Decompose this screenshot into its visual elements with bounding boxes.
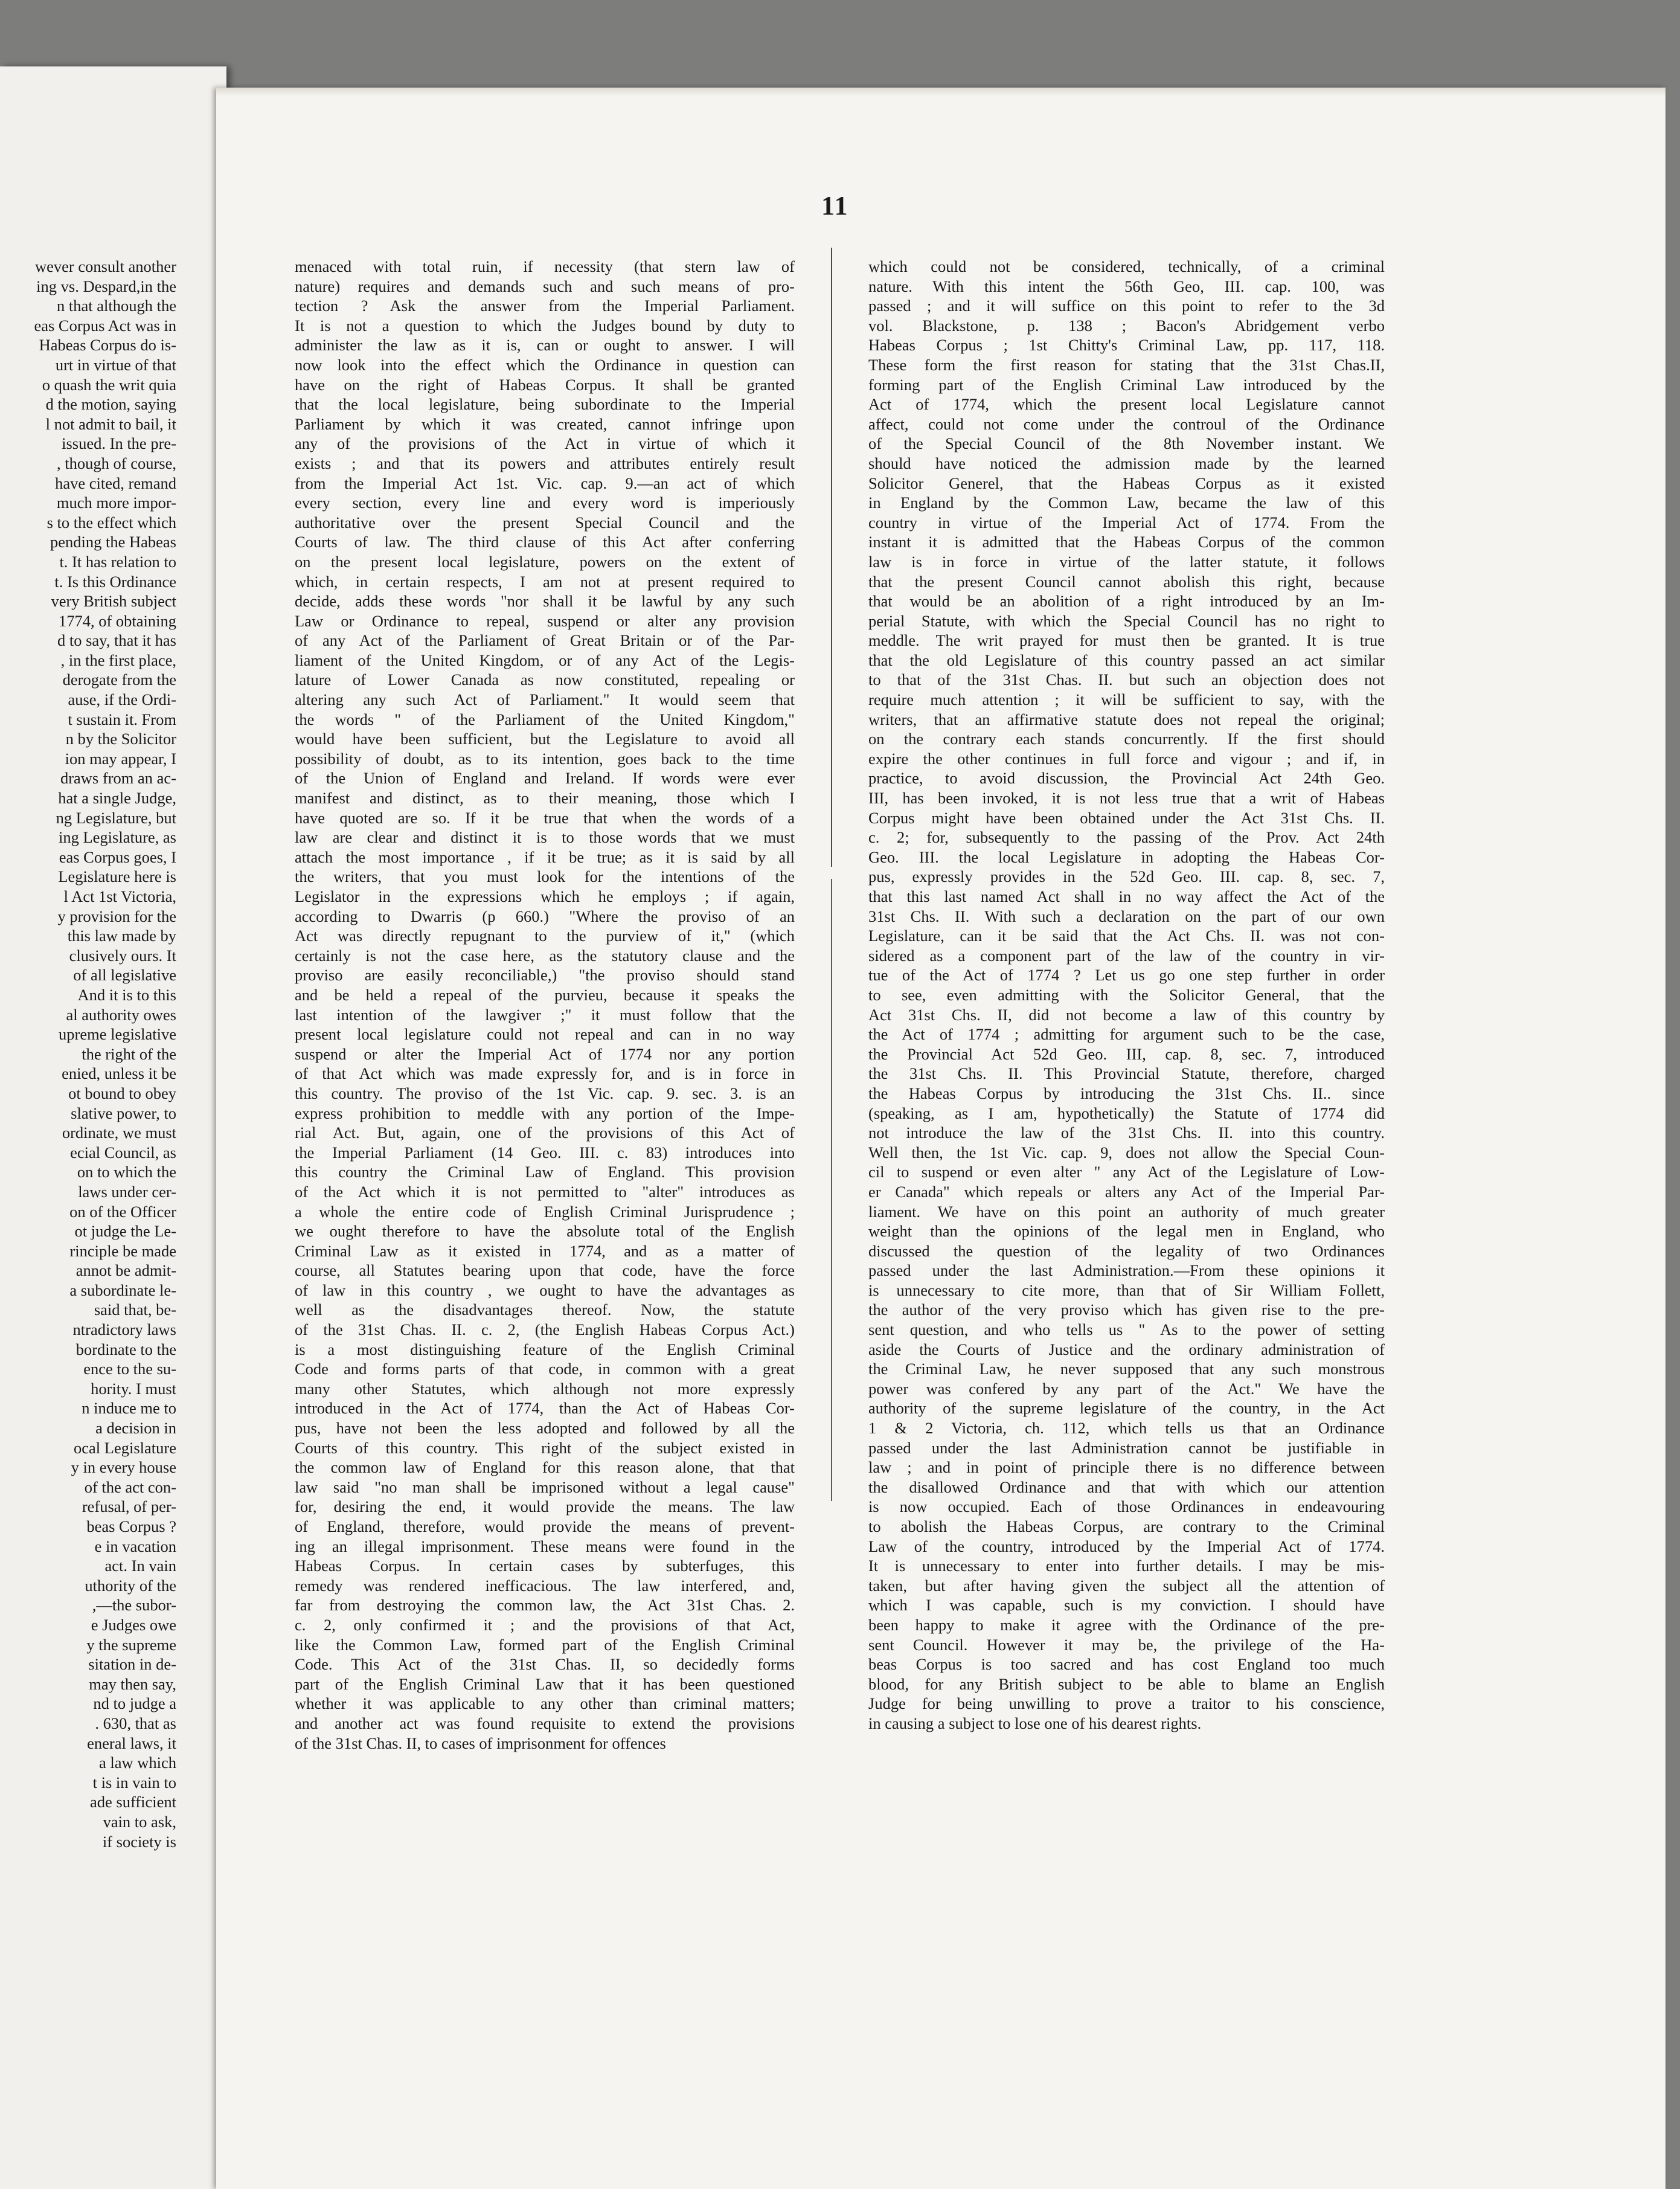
text-line: sent Council. However it may be, the privilege of the Ha- xyxy=(868,1635,1385,1654)
text-line: 31st Chs. II. With such a declaration on the part of our own xyxy=(868,907,1385,925)
text-line: instant it is admitted that the Habeas Corpus of the common xyxy=(868,533,1385,551)
text-line: d the motion, saying xyxy=(45,395,176,414)
text-line: practice, to avoid discussion, the Provincial Act 24th Geo. xyxy=(868,769,1385,788)
text-column-right xyxy=(868,257,1385,1734)
text-line: affect, could not come under the controul of the Ordinance xyxy=(868,414,1385,433)
text-line: y in every house xyxy=(71,1458,176,1477)
text-line: of the act con- xyxy=(84,1477,176,1496)
text-line: according to Dwarris (p 660.) "Where the proviso of an xyxy=(295,907,795,925)
text-line: the Imperial Parliament (14 Geo. III. c. 83) introduces into xyxy=(295,1143,795,1162)
text-line: last intention of the lawgiver ;" it must follow that the xyxy=(295,1005,795,1024)
text-line: altering any such Act of Parliament." It would seem that xyxy=(295,690,795,709)
text-line: d to say, that it has xyxy=(57,631,176,650)
text-line: perial Statute, with which the Special Council has no right to xyxy=(868,611,1385,630)
text-line: far from destroying the common law, the Act 31st Chas. 2. xyxy=(295,1596,795,1615)
text-line: ,—the subor- xyxy=(92,1596,176,1615)
text-line: tection ? Ask the answer from the Imperial Parliament. xyxy=(295,297,795,315)
text-line: in causing a subject to lose one of his dearest rights. xyxy=(868,1714,1202,1732)
text-line: on of the Officer xyxy=(69,1202,176,1221)
text-line: pending the Habeas xyxy=(50,533,176,551)
text-line: may then say, xyxy=(89,1674,176,1693)
text-line: vain to ask, xyxy=(103,1812,176,1831)
text-line: ecial Council, as xyxy=(70,1143,176,1162)
text-line: eas Corpus goes, I xyxy=(59,847,176,866)
text-line: y provision for the xyxy=(57,907,176,925)
text-line: hority. I must xyxy=(91,1379,176,1398)
text-line: in England by the Common Law, became the law of this xyxy=(868,493,1385,512)
text-line: certainly is not the case here, as the statutory clause and the xyxy=(295,946,795,965)
text-line: Code. This Act of the 31st Chas. II, so decidedly forms xyxy=(295,1655,795,1674)
text-line: well as the disadvantages thereof. Now, the statute xyxy=(295,1300,795,1319)
text-line: this country the Criminal Law of England. This provision xyxy=(295,1163,795,1181)
text-line: the common law of England for this reason alone, that that xyxy=(295,1458,795,1477)
text-line: have cited, remand xyxy=(55,474,176,492)
text-line: Act 31st Chs. II, did not become a law of this country by xyxy=(868,1005,1385,1024)
text-line: tue of the Act of 1774 ? Let us go one step further in order xyxy=(868,966,1385,985)
text-line: this country. The proviso of the 1st Vic. cap. 9. sec. 3. is an xyxy=(295,1084,795,1102)
text-line: not introduce the law of the 31st Chs. II. into this country. xyxy=(868,1123,1385,1142)
text-line: ot judge the Le- xyxy=(74,1222,176,1241)
text-line: It is unnecessary to enter into further details. I may be mis- xyxy=(868,1557,1385,1575)
text-line: of law in this country , we ought to have the advantages as xyxy=(295,1281,795,1299)
text-line: pus, expressly provides in the 52d Geo. III. cap. 8, sec. 7, xyxy=(868,867,1385,886)
text-line: s to the effect which xyxy=(46,513,176,532)
text-line: of any Act of the Parliament of Great Britain or of the Par- xyxy=(295,631,795,650)
text-line: sidered as a component part of the law of the country in vir- xyxy=(868,946,1385,965)
text-line: ion may appear, I xyxy=(65,749,176,768)
text-line: manifest and distinct, as to their meaning, those which I xyxy=(295,789,795,808)
text-line: from the Imperial Act 1st. Vic. cap. 9.—an act of which xyxy=(295,474,795,492)
text-line: of the Union of England and Ireland. If words were ever xyxy=(295,769,795,788)
text-line: refusal, of per- xyxy=(82,1497,176,1516)
column-divider xyxy=(831,248,832,867)
text-line: Act of 1774, which the present local Legislature cannot xyxy=(868,395,1385,414)
text-line: beas Corpus is too sacred and has cost England too much xyxy=(868,1655,1385,1674)
text-line: er Canada" which repeals or alters any Act of the Imperial Par- xyxy=(868,1182,1385,1201)
text-line: express prohibition to meddle with any portion of the Impe- xyxy=(295,1104,795,1122)
text-line: III, has been invoked, it is not less true that a writ of Habeas xyxy=(868,789,1385,808)
text-line: remedy was rendered inefficacious. The law interfered, and, xyxy=(295,1576,795,1595)
text-line: the words " of the Parliament of the United Kingdom," xyxy=(295,710,795,728)
text-line: Legislator in the expressions which he employs ; if again, xyxy=(295,887,795,905)
text-line: c. 2; for, subsequently to the passing of the Prov. Act 24th xyxy=(868,828,1385,847)
text-line: liament. We have on this point an authority of much greater xyxy=(868,1202,1385,1221)
text-line: of the 31st Chas. II, to cases of imprisonment for offences xyxy=(295,1734,666,1752)
text-line: Judge for being unwilling to prove a traitor to his conscience, xyxy=(868,1694,1385,1713)
text-line: law is in force in virtue of the latter statute, it follows xyxy=(868,552,1385,571)
text-line: Law or Ordinance to repeal, suspend or alter any provision xyxy=(295,611,795,630)
text-line: wever consult another xyxy=(35,257,176,275)
text-line: the 31st Chs. II. This Provincial Statute, therefore, charged xyxy=(868,1064,1385,1083)
text-line: been happy to make it agree with the Ordinance of the pre- xyxy=(868,1615,1385,1634)
text-line: discussed the question of the legality of two Ordinances xyxy=(868,1241,1385,1260)
text-line: on the present local legislature, powers on the extent of xyxy=(295,552,795,571)
text-line: hat a single Judge, xyxy=(58,789,176,808)
text-line: authoritative over the present Special Council and the xyxy=(295,513,795,532)
text-line: n that although the xyxy=(57,297,176,315)
text-line: of that Act which was made expressly for, and is in force in xyxy=(295,1064,795,1083)
text-line: now look into the effect which the Ordinance in question can xyxy=(295,355,795,374)
text-line: nature. With this intent the 56th Geo, III. cap. 100, was xyxy=(868,277,1385,295)
text-line: the writers, that you must look for the intentions of the xyxy=(295,867,795,886)
text-line: nature) requires and demands such and such means of pro- xyxy=(295,277,795,295)
text-line: c. 2, only confirmed it ; and the provisions of that Act, xyxy=(295,1615,795,1634)
text-line: Habeas Corpus ; 1st Chitty's Criminal Law, pp. 117, 118. xyxy=(868,336,1385,355)
text-line: , though of course, xyxy=(57,454,176,472)
text-line: rial Act. But, again, one of the provisions of this Act of xyxy=(295,1123,795,1142)
text-line: Law of the country, introduced by the Imperial Act of 1774. xyxy=(868,1537,1385,1555)
text-line: the author of the very proviso which has given rise to the pre- xyxy=(868,1300,1385,1319)
text-line: Geo. III. the local Legislature in adopting the Habeas Cor- xyxy=(868,847,1385,866)
text-line: expire the other continues in full force and vigour ; and if, in xyxy=(868,749,1385,768)
text-line: attach the most importance , if it be true; as it is said by all xyxy=(295,847,795,866)
text-line: sitation in de- xyxy=(88,1655,176,1674)
text-line: annot be admit- xyxy=(75,1261,176,1280)
text-line: It is not a question to which the Judges bound by duty to xyxy=(295,316,795,335)
column-divider-lower xyxy=(831,879,832,1501)
text-line: part of the English Criminal Law that it has been questioned xyxy=(295,1674,795,1693)
text-line: And it is to this xyxy=(77,985,176,1004)
text-line: Act was directly repugnant to the purview of it," (which xyxy=(295,927,795,945)
text-line: which could not be considered, technically, of a criminal xyxy=(868,257,1385,275)
facing-page-text-column xyxy=(0,257,176,1851)
text-line: enied, unless it be xyxy=(62,1064,176,1083)
text-line: on the contrary each stands concurrently. If the first should xyxy=(868,730,1385,748)
text-line: nd to judge a xyxy=(93,1694,176,1713)
text-line: very British subject xyxy=(51,592,176,611)
text-line: if society is xyxy=(102,1832,176,1851)
text-line: cil to suspend or even alter " any Act of the Legislature of Low- xyxy=(868,1163,1385,1181)
text-line: rinciple be made xyxy=(69,1241,176,1260)
text-line: beas Corpus ? xyxy=(86,1517,176,1535)
text-line: meddle. The writ prayed for must then be granted. It is true xyxy=(868,631,1385,650)
text-line: liament of the United Kingdom, or of any Act of the Legis- xyxy=(295,651,795,669)
text-line: should have noticed the admission made by the learned xyxy=(868,454,1385,472)
document-page xyxy=(216,88,1666,2189)
text-line: blood, for any British subject to be able to blame an English xyxy=(868,1674,1385,1693)
text-line: t is in vain to xyxy=(92,1773,176,1792)
text-line: eas Corpus Act was in xyxy=(34,316,176,335)
text-line: whether it was applicable to any other than criminal matters; xyxy=(295,1694,795,1713)
text-line: ntradictory laws xyxy=(72,1320,176,1339)
text-line: Criminal Law as it existed in 1774, and as a matter of xyxy=(295,1241,795,1260)
text-line: ing Legislature, as xyxy=(58,828,176,847)
text-line: the right of the xyxy=(82,1044,176,1063)
text-line: ing vs. Despard,in the xyxy=(36,277,176,295)
text-line: Legislature, can it be said that the Act Chs. II. was not con- xyxy=(868,927,1385,945)
text-line: possibility of doubt, as to its intention, goes back to the time xyxy=(295,749,795,768)
text-line: Legislature here is xyxy=(58,867,176,886)
text-line: the disallowed Ordinance and that with which our attention xyxy=(868,1477,1385,1496)
text-line: to that of the 31st Chas. II. but such an objection does not xyxy=(868,670,1385,689)
text-line: present local legislature could not repeal and can in no way xyxy=(295,1025,795,1044)
text-line: Parliament by which it was created, cannot infringe upon xyxy=(295,414,795,433)
text-line: suspend or alter the Imperial Act of 1774 nor any portion xyxy=(295,1044,795,1063)
text-line: decide, adds these words "nor shall it be lawful by any such xyxy=(295,592,795,611)
text-line: sent question, and who tells us " As to the power of setting xyxy=(868,1320,1385,1339)
text-line: that the old Legislature of this country passed an act similar xyxy=(868,651,1385,669)
text-line: of England, therefore, would provide the means of prevent- xyxy=(295,1517,795,1535)
text-line: which, in certain respects, I am not at present required to xyxy=(295,572,795,591)
text-line: upreme legislative xyxy=(59,1025,176,1044)
text-line: the Habeas Corpus by introducing the 31st Chs. II.. since xyxy=(868,1084,1385,1102)
text-line: is a most distinguishing feature of the English Criminal xyxy=(295,1340,795,1358)
text-line: country in virtue of the Imperial Act of 1774. From the xyxy=(868,513,1385,532)
text-line: power was confered by any part of the Act." We have the xyxy=(868,1379,1385,1398)
text-line: which I was capable, such is my conviction. I should have xyxy=(868,1596,1385,1615)
text-line: and another act was found requisite to extend the provisions xyxy=(295,1714,795,1732)
text-line: passed ; and it will suffice on this point to refer to the 3d xyxy=(868,297,1385,315)
text-line: law are clear and distinct it is to those words that we must xyxy=(295,828,795,847)
text-line: every section, every line and every word is imperiously xyxy=(295,493,795,512)
text-line: weight than the opinions of the legal men in England, who xyxy=(868,1222,1385,1241)
text-line: ing an illegal imprisonment. These means were found in the xyxy=(295,1537,795,1555)
text-line: issued. In the pre- xyxy=(62,434,176,453)
text-line: that the present Council cannot abolish this right, because xyxy=(868,572,1385,591)
text-line: o quash the writ quia xyxy=(42,375,176,394)
text-line: draws from an ac- xyxy=(60,769,176,788)
text-line: a subordinate le- xyxy=(69,1281,176,1299)
text-line: to see, even admitting with the Solicitor General, that the xyxy=(868,985,1385,1004)
text-line: pus, have not been the less adopted and followed by all the xyxy=(295,1419,795,1438)
text-line: laws under cer- xyxy=(78,1182,176,1201)
text-line: y the supreme xyxy=(86,1635,176,1654)
text-line: slative power, to xyxy=(71,1104,176,1122)
text-line: require much attention ; it will be sufficient to say, with the xyxy=(868,690,1385,709)
text-line: ordinate, we must xyxy=(62,1123,176,1142)
text-line: l not admit to bail, it xyxy=(45,414,176,433)
text-line: that the local legislature, being subordinate to the Imperial xyxy=(295,395,795,414)
text-line: the Provincial Act 52d Geo. III, cap. 8, sec. 7, introduced xyxy=(868,1044,1385,1063)
text-line: a whole the entire code of English Criminal Jurisprudence ; xyxy=(295,1202,795,1221)
text-line: of the 31st Chas. II. c. 2, (the English Habeas Corpus Act.) xyxy=(295,1320,795,1339)
text-line: the Criminal Law, he never supposed that any such monstrous xyxy=(868,1360,1385,1378)
text-line: Courts of law. The third clause of this Act after conferring xyxy=(295,533,795,551)
text-line: urt in virtue of that xyxy=(55,355,176,374)
text-line: clusively ours. It xyxy=(69,946,176,965)
text-line: e in vacation xyxy=(94,1537,176,1555)
text-column-left xyxy=(295,257,795,1753)
text-line: menaced with total ruin, if necessity (that stern law of xyxy=(295,257,795,275)
text-line: the Act of 1774 ; admitting for argument such to be the case, xyxy=(868,1025,1385,1044)
text-line: ause, if the Ordi- xyxy=(68,690,176,709)
text-line: aside the Courts of Justice and the ordinary administration of xyxy=(868,1340,1385,1358)
text-line: Habeas Corpus do is- xyxy=(39,336,176,355)
text-line: that would be an abolition of a right introduced by an Im- xyxy=(868,592,1385,611)
text-line: is unnecessary to cite more, than that of Sir William Follett, xyxy=(868,1281,1385,1299)
text-line: exists ; and that its powers and attributes entirely result xyxy=(295,454,795,472)
page-number: 11 xyxy=(821,191,849,220)
text-line: Well then, the 1st Vic. cap. 9, does not allow the Special Coun- xyxy=(868,1143,1385,1162)
text-line: These form the first reason for stating that the 31st Chas.II, xyxy=(868,355,1385,374)
text-line: . 630, that as xyxy=(95,1714,176,1732)
text-line: ence to the su- xyxy=(83,1360,176,1378)
text-line: t. It has relation to xyxy=(59,552,176,571)
text-line: a law which xyxy=(98,1753,176,1772)
text-line: Corpus might have been obtained under the Act 31st Chs. II. xyxy=(868,808,1385,827)
text-line: ng Legislature, but xyxy=(56,808,176,827)
text-line: (speaking, as I am, hypothetically) the Statute of 1774 did xyxy=(868,1104,1385,1122)
text-line: taken, but after having given the subject all the attention of xyxy=(868,1576,1385,1595)
text-line: like the Common Law, formed part of the English Criminal xyxy=(295,1635,795,1654)
text-line: of all legislative xyxy=(73,966,176,985)
text-line: to abolish the Habeas Corpus, are contrary to the Criminal xyxy=(868,1517,1385,1535)
text-line: authority of the supreme legislature of the country, in the Act xyxy=(868,1399,1385,1418)
text-line: al authority owes xyxy=(66,1005,176,1024)
text-line: law said "no man shall be imprisoned without a legal cause" xyxy=(295,1477,795,1496)
text-line: have quoted are so. If it be true that when the words of a xyxy=(295,808,795,827)
text-line: passed under the last Administration cannot be justifiable in xyxy=(868,1438,1385,1457)
text-line: administer the law as it is, can or ought to answer. I will xyxy=(295,336,795,355)
text-line: e Judges owe xyxy=(91,1615,176,1634)
text-line: Courts of this country. This right of the subject existed in xyxy=(295,1438,795,1457)
text-line: of the Special Council of the 8th November instant. We xyxy=(868,434,1385,453)
text-line: n by the Solicitor xyxy=(65,730,176,748)
text-line: act. In vain xyxy=(104,1557,176,1575)
text-line: said that, be- xyxy=(94,1300,176,1319)
text-line: would have been sufficient, but the Legislature to avoid all xyxy=(295,730,795,748)
text-line: have on the right of Habeas Corpus. It shall be granted xyxy=(295,375,795,394)
text-line: 1774, of obtaining xyxy=(58,611,176,630)
text-line: bordinate to the xyxy=(75,1340,176,1358)
text-line: forming part of the English Criminal Law introduced by the xyxy=(868,375,1385,394)
text-line: much more impor- xyxy=(56,493,176,512)
text-line: t. Is this Ordinance xyxy=(54,572,176,591)
text-line: and be held a repeal of the purvieu, because it speaks the xyxy=(295,985,795,1004)
facing-page-fragment xyxy=(0,66,226,2189)
text-line: we ought therefore to have the absolute total of the English xyxy=(295,1222,795,1241)
text-line: Solicitor Generel, that the Habeas Corpus as it existed xyxy=(868,474,1385,492)
text-line: ocal Legislature xyxy=(74,1438,176,1457)
text-line: writers, that an affirmative statute does not repeal the original; xyxy=(868,710,1385,728)
text-line: t sustain it. From xyxy=(68,710,176,728)
text-line: of the Act which it is not permitted to "alter" introduces as xyxy=(295,1182,795,1201)
text-line: l Act 1st Victoria, xyxy=(63,887,176,905)
text-line: passed under the last Administration.—From these opinions it xyxy=(868,1261,1385,1280)
text-line: this law made by xyxy=(67,927,176,945)
text-line: Code and forms parts of that code, in common with a great xyxy=(295,1360,795,1378)
text-line: eneral laws, it xyxy=(87,1734,176,1752)
text-line: introduced in the Act of 1774, than the Act of Habeas Cor- xyxy=(295,1399,795,1418)
text-line: vol. Blackstone, p. 138 ; Bacon's Abridgement verbo xyxy=(868,316,1385,335)
text-line: on to which the xyxy=(77,1163,176,1181)
text-line: proviso are easily reconciliable,) "the proviso should stand xyxy=(295,966,795,985)
text-line: for, desiring the end, it would provide the means. The law xyxy=(295,1497,795,1516)
text-line: a decision in xyxy=(95,1419,176,1438)
text-line: that this last named Act shall in no way affect the Act of the xyxy=(868,887,1385,905)
text-line: , in the first place, xyxy=(60,651,176,669)
text-line: uthority of the xyxy=(85,1576,176,1595)
text-line: n induce me to xyxy=(82,1399,176,1418)
text-line: course, all Statutes bearing upon that code, have the force xyxy=(295,1261,795,1280)
text-line: is now occupied. Each of those Ordinances in endeavouring xyxy=(868,1497,1385,1516)
text-line: 1 & 2 Victoria, ch. 112, which tells us that an Ordinance xyxy=(868,1419,1385,1438)
text-line: Habeas Corpus. In certain cases by subterfuges, this xyxy=(295,1557,795,1575)
text-line: ade sufficient xyxy=(90,1793,176,1811)
text-line: lature of Lower Canada as now constituted, repealing or xyxy=(295,670,795,689)
text-line: law ; and in point of principle there is no difference between xyxy=(868,1458,1385,1477)
text-line: many other Statutes, which although not more expressly xyxy=(295,1379,795,1398)
text-line: ot bound to obey xyxy=(68,1084,176,1102)
text-line: derogate from the xyxy=(62,670,176,689)
text-line: any of the provisions of the Act in virtue of which it xyxy=(295,434,795,453)
